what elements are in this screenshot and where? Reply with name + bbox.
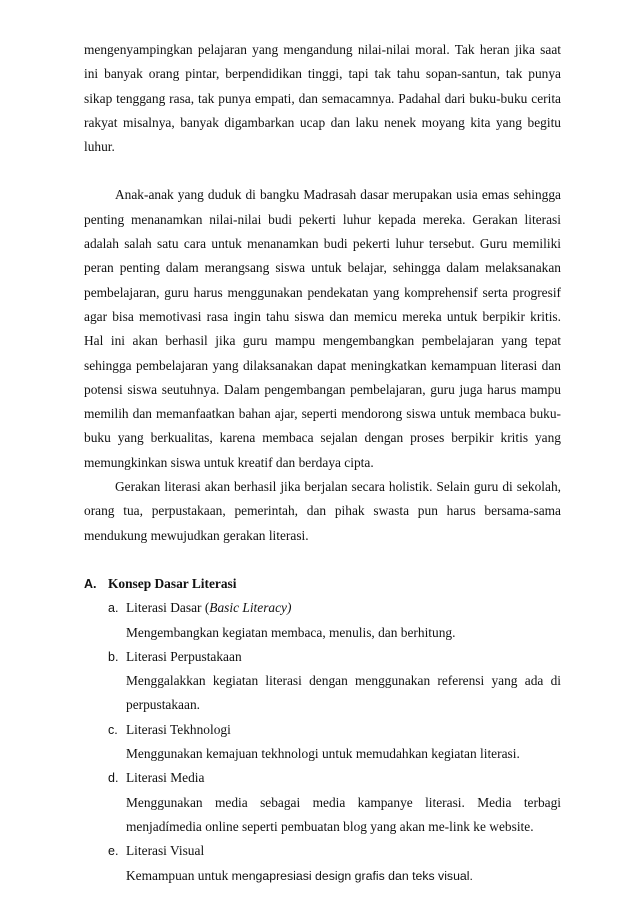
list-item-body [126, 718, 561, 767]
list-item-title: Literasi Visual [126, 843, 205, 859]
list-item [84, 839, 561, 888]
list-item-title-text: Literasi Dasar ( [126, 600, 210, 616]
list-item-description-sans: mengapresiasi design grafis dan teks visual. [231, 868, 473, 883]
section-spacer [84, 548, 561, 572]
list-item [84, 718, 561, 767]
literacy-types-list [84, 596, 561, 888]
list-item-description: Menggalakkan kegiatan literasi dengan menggunakan referensi yang ada di perpustakaan. [126, 673, 561, 713]
list-item-marker: e. [108, 844, 119, 859]
section-heading [84, 572, 561, 596]
list-item-title: Literasi Perpustakaan [126, 648, 242, 664]
list-item-body [126, 766, 561, 839]
list-item [84, 645, 561, 718]
list-item-title [126, 596, 561, 620]
document-body [84, 38, 561, 888]
list-item-body [126, 645, 561, 718]
list-item-description: Mengembangkan kegiatan membaca, menulis, dan berhitung. [126, 624, 456, 640]
list-item-description [126, 864, 561, 888]
list-item-body [126, 839, 561, 888]
list-item-marker: a. [108, 601, 119, 616]
list-item-marker: b. [108, 649, 119, 664]
paragraph-moral-values: mengenyampingkan pelajaran yang mengandung nilai-nilai moral. Tak heran jika saat ini banyak orang pintar, berpendidikan tinggi, tapi tak tahu sopan-santun, tak punya sikap tenggang rasa, tak punya empati, dan semacamnya. Padahal dari buku-buku cerita rakyat misalnya, banyak digambarkan ucap dan laku nenek moyang kita yang begitu luhur. [84, 42, 561, 155]
list-item-marker: d. [108, 771, 119, 786]
list-item-title: Literasi Media [126, 770, 205, 786]
section-marker: A. [84, 576, 97, 591]
list-item-title-italic: Basic Literacy) [209, 600, 292, 616]
list-item-title: Literasi Tekhnologi [126, 721, 231, 737]
list-item [84, 766, 561, 839]
section-title: Konsep Dasar Literasi [108, 575, 237, 591]
list-item-body [126, 596, 561, 645]
list-item-marker: c. [108, 722, 118, 737]
list-item-description: Menggunakan media sebagai media kampanye literasi. Media terbagi menjadímedia online seperti pembuatan blog yang akan me-link ke website. [126, 794, 561, 834]
list-item [84, 596, 561, 645]
paragraph-holistic-literacy: Gerakan literasi akan berhasil jika berjalan secara holistik. Selain guru di sekolah, orang tua, perpustakaan, pemerintah, dan pihak swasta pun harus bersama-sama mendukung mewujudkan gerakan literasi. [84, 479, 561, 543]
paragraph-madrasah-literacy: Anak-anak yang duduk di bangku Madrasah dasar merupakan usia emas sehingga penting menanamkan nilai-nilai budi pekerti luhur kepada mereka. Gerakan literasi adalah salah satu cara untuk menanamkan budi pekerti luhur tersebut. Guru memiliki peran penting dalam merangsang siswa untuk belajar, sehingga dalam melaksanakan pembelajaran, guru harus menggunakan pendekatan yang komprehensif serta progresif agar bisa memotivasi rasa ingin tahu siswa dan memicu mereka untuk berpikir kritis. Hal ini akan berhasil jika guru mampu mengembangkan pembelajaran yang tepat sehingga pembelajaran yang dilaksanakan dapat meningkatkan kemampuan literasi dan potensi siswa seutuhnya. Dalam pengembangan pembelajaran, guru juga harus mampu memilih dan memanfaatkan bahan ajar, seperti mendorong siswa untuk membaca buku-buku yang berkualitas, karena membaca sejalan dengan proses berpikir kritis yang memungkinkan siswa untuk kreatif dan berdaya cipta. [84, 187, 561, 470]
list-item-description-text: Kemampuan untuk [126, 867, 232, 883]
paragraph-spacer [84, 159, 561, 183]
list-item-description: Menggunakan kemajuan tekhnologi untuk memudahkan kegiatan literasi. [126, 746, 520, 762]
